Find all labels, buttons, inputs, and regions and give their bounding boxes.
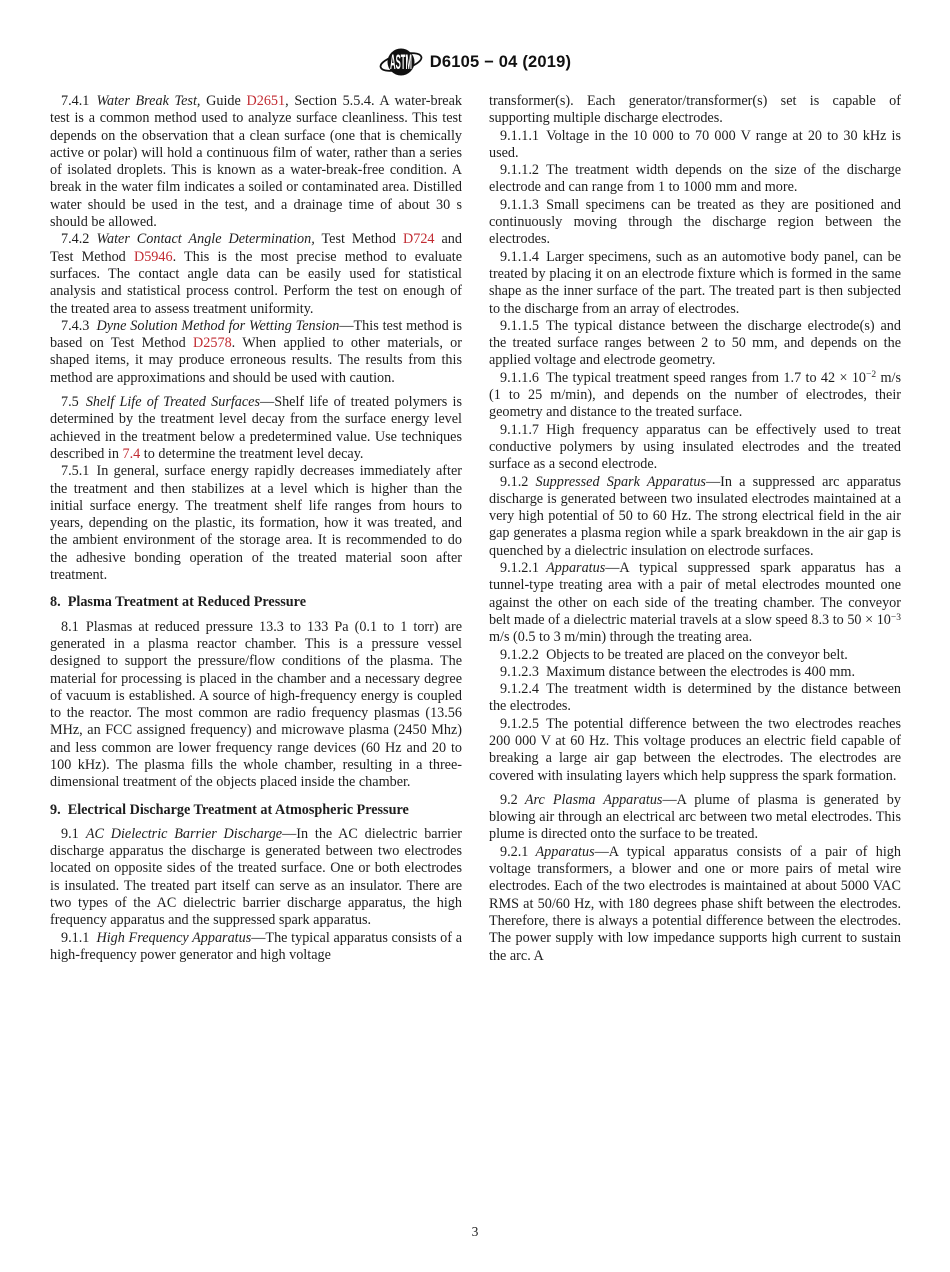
document-header [0, 44, 950, 80]
italic-term: Suppressed Spark Apparatus [535, 473, 706, 490]
paragraph [489, 93, 901, 128]
paragraph [50, 930, 462, 965]
italic-term: Water Contact Angle Determination, [96, 231, 315, 248]
text-run: m/s (0.5 to 3 m/min) through the treating area. [489, 629, 753, 646]
paragraph [50, 826, 462, 930]
text-run: 7.5 [61, 394, 86, 411]
paragraph [489, 560, 901, 646]
paragraph [50, 463, 462, 584]
paragraph [489, 128, 901, 163]
paragraph [489, 716, 901, 785]
text-run: , Section 5.5.4. A water-break test is a common method used to analyze surface cleanliness. This test depends on the observation that a clean surface (one that is chemically active or polar) will hold a continuous film of water, rather than a series of isolated droplets. This is known as a water-break-free condition. A break in the water film indicates a soiled or contaminated area. Distilled water should be used in the test, and a drainage time of about 30 s should be allowed. [50, 93, 462, 231]
text-run: transformer(s). Each generator/transformer(s) set is capable of supporting multiple discharge electrodes. [489, 93, 901, 127]
text-run: 9.1.1.4 Larger specimens, such as an automotive body panel, can be treated by placing it on an electrode fixture which is formed in the same shape as the inner surface of the part. The treated part is then subjected to the discharge from an array of electrodes. [489, 248, 901, 317]
right-column [489, 93, 901, 965]
text-run: 9.1 [61, 825, 86, 842]
paragraph [489, 249, 901, 318]
text-run: Guide [200, 93, 247, 109]
two-column-body [50, 93, 901, 965]
text-run: 9.1.1.1 Voltage in the 10 000 to 70 000 V range at 20 to 30 kHz is used. [489, 127, 901, 161]
text-run: 9.1.1 [61, 929, 97, 946]
astm-globe-logo-icon [379, 44, 423, 80]
text-run: 9.1.1.6 The typical treatment speed ranges from 1.7 to 42 × 10 [500, 369, 867, 386]
text-run: —A typical suppressed spark apparatus has a tunnel-type treating area with a pair of metal electrodes mounted one against the other on each side of the treating chamber. The conveyor belt made of a dielectric material travels at a slow speed 8.3 to 50 × 10 [489, 560, 901, 628]
paragraph [50, 93, 462, 231]
text-run: —Shelf life of treated polymers is determined by the treatment level decay from the surface energy level achieved in the treatment below a predetermined value. Use techniques described in [50, 394, 462, 462]
text-run: 9.1.2.4 The treatment width is determined by the distance between the electrodes. [489, 681, 901, 715]
text-run: —In a suppressed arc apparatus discharge is generated between two insulated electrodes maintained at a very high potential of 50 to 60 Hz. The strong electrical field in the air gap generates a plasma region while a spark breakdown in the air gap is quenched by a dielectric insulation on electrode surfaces. [489, 473, 901, 559]
text-run: 9.2.1 [500, 843, 536, 860]
superscript-exponent: −2 [866, 370, 877, 381]
text-run: 9.1.2.5 The potential difference between the two electrodes reaches 200 000 V at 60 Hz. This voltage produces an electric field capable of breaking a large air gap between the electrodes. The electrodes are covered with insulating layers which help suppress the spark formation. [489, 715, 901, 784]
paragraph [489, 844, 901, 965]
paragraph [489, 422, 901, 474]
ref-link[interactable]: D2651 [246, 93, 286, 109]
paragraph [489, 681, 901, 716]
text-run: 9.1.2 [500, 473, 536, 490]
paragraph [50, 394, 462, 463]
text-run: 7.4.1 [61, 93, 97, 109]
paragraph [489, 792, 901, 844]
text-run: and Test Method [50, 231, 462, 265]
paragraph [489, 664, 901, 681]
paragraph [489, 474, 901, 560]
ref-link[interactable]: D724 [402, 231, 435, 248]
text-run: 8.1 Plasmas at reduced pressure 13.3 to 133 Pa (0.1 to 1 torr) are generated in a plasma reactor chamber. This is a pressure vessel designed to support the pressure/flow conditions of the plasma. The material for processing is placed in the chamber and a necessary degree of vacuum is established. A source of high-frequency energy is coupled to the reactor. The most common are radio frequency plasmas (13.56 MHz, an FCC assigned frequency) and microwave plasma (2450 Mhz) and less common are lower frequency range devices (60 Hz and 20 to 100 kHz). The plasma fills the whole chamber, resulting in a three-dimensional treatment of the objects placed inside the chamber. [50, 618, 462, 791]
section-heading [50, 594, 462, 611]
text-run: 9.1.1.2 The treatment width depends on the size of the discharge electrode and can range from 1 to 1000 mm and more. [489, 162, 901, 196]
text-run: 9.1.1.7 High frequency apparatus can be effectively used to treat conductive polymers by using insulated electrodes and the treated surface as a second electrode. [489, 421, 901, 473]
paragraph [489, 318, 901, 370]
italic-term: AC Dielectric Barrier Discharge [85, 825, 283, 842]
text-run: —A plume of plasma is generated by blowing air through an electrical arc between two metal electrodes. This plume is directed onto the surface to be treated. [489, 791, 901, 843]
italic-term: High Frequency Apparatus [96, 929, 252, 946]
ref-link[interactable]: D5946 [133, 248, 173, 265]
text-run: Test Method [314, 231, 403, 248]
text-run: 7.4.3 [61, 317, 97, 334]
paragraph [50, 231, 462, 317]
superscript-exponent: −3 [890, 612, 901, 623]
document-designation: D6105 − 04 (2019) [429, 52, 572, 71]
italic-term: Arc Plasma Apparatus [524, 791, 663, 808]
text-run: 9. Electrical Discharge Treatment at Atmospheric Pressure [50, 801, 409, 818]
text-run: 8. Plasma Treatment at Reduced Pressure [50, 594, 306, 611]
text-run: 9.2 [500, 791, 525, 808]
italic-term: Dyne Solution Method for Wetting Tension [96, 317, 340, 334]
text-run: 7.4.2 [61, 231, 97, 248]
italic-term: Water Break Test, [96, 93, 201, 109]
paragraph [489, 647, 901, 664]
paragraph [489, 370, 901, 422]
text-run: 9.1.2.2 Objects to be treated are placed on the conveyor belt. [500, 646, 848, 663]
paragraph [489, 197, 901, 249]
text-run: 9.1.2.3 Maximum distance between the electrodes is 400 mm. [500, 663, 855, 680]
text-run: . When applied to other materials, or shaped items, it may produce erroneous results. The results from this method are approximations and should be used with caution. [50, 335, 462, 386]
svg-text:ASTM: ASTM [389, 50, 412, 75]
text-run: —A typical apparatus consists of a pair of high voltage transformers, a blower and one or more pairs of metal wire electrodes. Each of the two electrodes is maintained at about 5000 VAC RMS at 50/60 Hz, with 180 degrees phase shift between the electrodes. Therefore, there is always a potential difference between the electrodes. The power supply with low impedance supports high current to sustain the arc. A [489, 843, 901, 964]
left-column [50, 93, 462, 965]
text-run: . This is the most precise method to evaluate surfaces. The contact angle data can be easily used for statistical analysis and statistical process control. Perform the test on enough of the treated area to assess treatment uniformity. [50, 248, 462, 317]
section-heading [50, 802, 462, 819]
italic-term: Apparatus [535, 843, 595, 860]
ref-link[interactable]: 7.4 [122, 445, 141, 462]
text-run: 7.5.1 In general, surface energy rapidly decreases immediately after the treatment and then stabilizes at a level which is higher than the initial surface energy. The treatment shelf life ranges from hours to years, depending on the plastic, its formation, how it was treated, and the ambient environment of the storage area. It is recommended to do the adhesive bonding operation of the treated material soon after treatment. [50, 463, 462, 584]
paragraph [50, 619, 462, 792]
text-run: 9.1.1.3 Small specimens can be treated as they are positioned and continuously moving through the discharge region between the electrodes. [489, 196, 901, 248]
italic-term: Shelf Life of Treated Surfaces [85, 394, 261, 411]
text-run: —The typical apparatus consists of a high-frequency power generator and high voltage [50, 929, 462, 963]
ref-link[interactable]: D2578 [193, 335, 232, 352]
text-run: 9.1.1.5 The typical distance between the discharge electrode(s) and the treated surface ranges between 2 to 50 mm, and depends on the applied voltage and electrode geometry. [489, 317, 901, 369]
italic-term: Apparatus [546, 560, 606, 577]
text-run: m/s (1 to 25 m/min), and depends on the number of electrodes, their geometry and distance to the treated surface. [489, 369, 902, 421]
text-run: —In the AC dielectric barrier discharge apparatus the discharge is generated between two electrodes located on opposite sides of the treated surface. One or both electrodes is insulated. The treated part itself can serve as an insulator. There are two types of the AC dielectric barrier discharge apparatus, the high frequency apparatus and the suppressed spark apparatus. [50, 825, 462, 929]
text-run: to determine the treatment level decay. [140, 445, 364, 462]
paragraph [50, 318, 462, 387]
page-number: 3 [471, 1224, 479, 1239]
paragraph [489, 162, 901, 197]
text-run: 9.1.2.1 [500, 560, 547, 577]
text-run: —This test method is based on Test Method [50, 317, 462, 352]
